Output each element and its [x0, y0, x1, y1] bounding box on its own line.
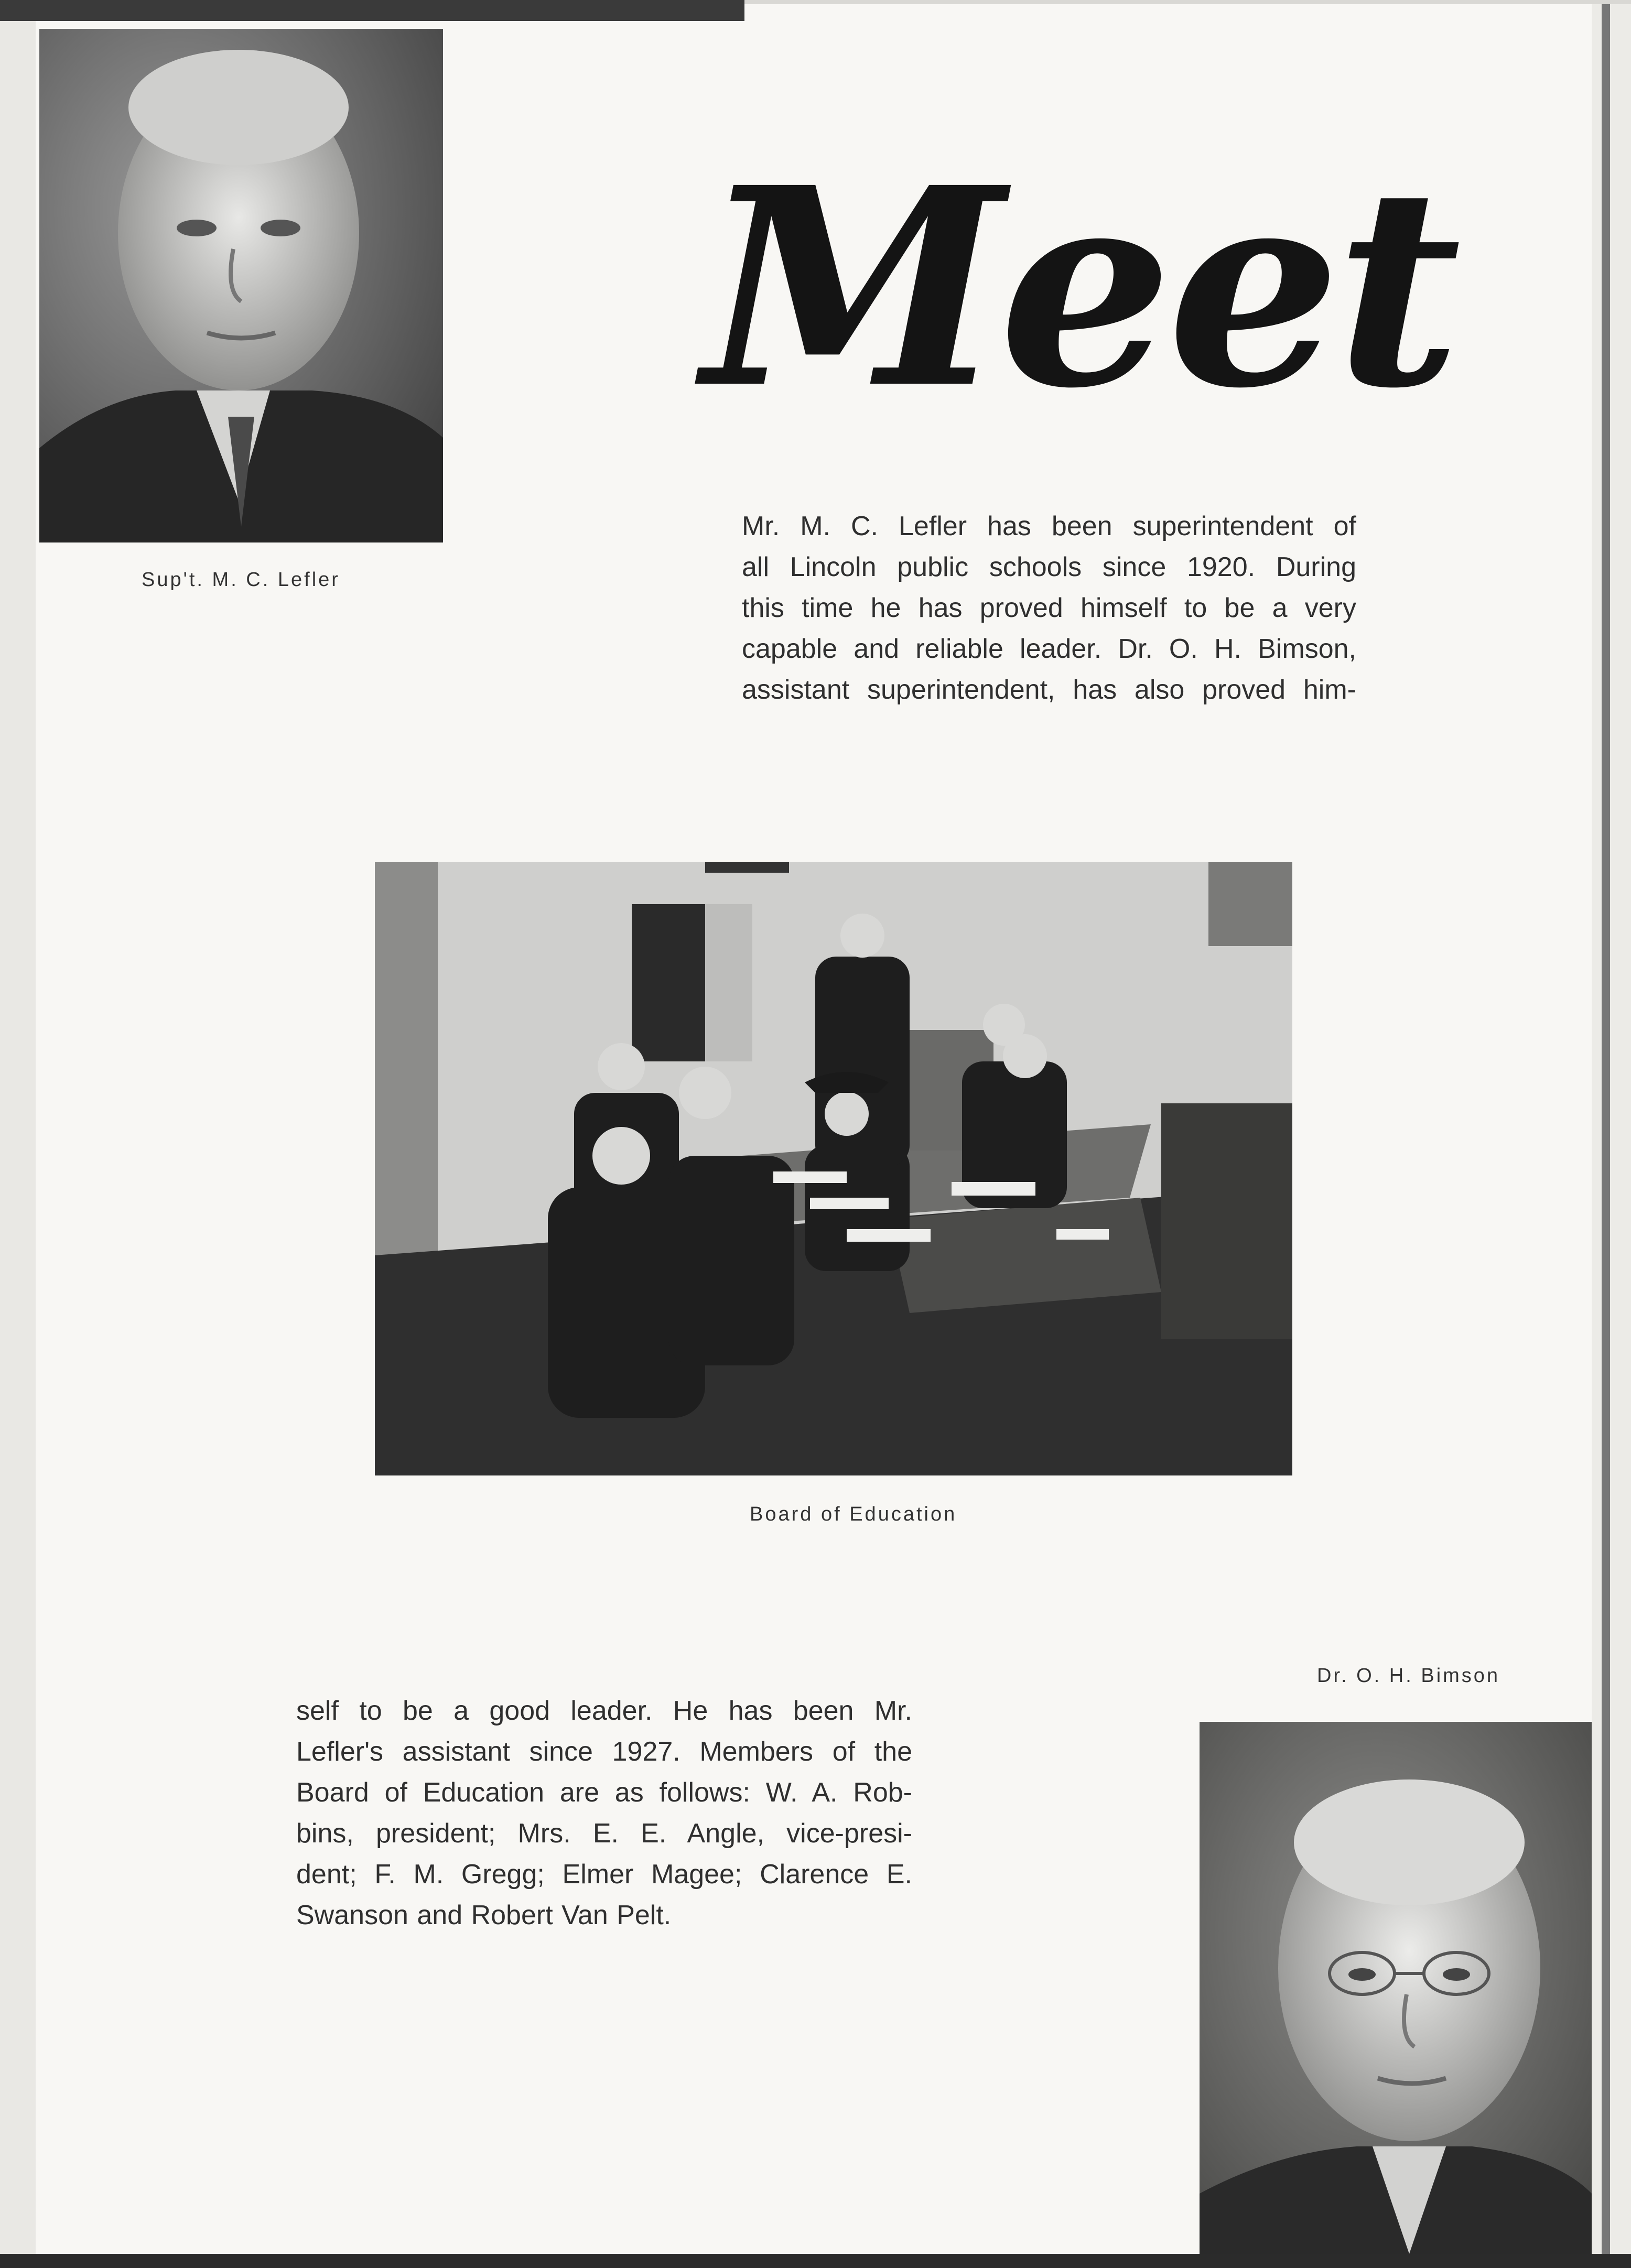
- intro-paragraph: [742, 506, 1356, 710]
- intro-line: assistant superintendent, has also proved him-: [742, 675, 1356, 705]
- members-line: Board of Education are as follows: W. A. Rob-: [296, 1777, 912, 1808]
- lefler-caption: Sup't. M. C. Lefler: [142, 569, 340, 591]
- page-top-edge: [0, 0, 744, 21]
- page-title: Meet: [703, 128, 1456, 448]
- intro-line: capable and reliable leader. Dr. O. H. Bimson,: [742, 634, 1356, 664]
- page-top-edge-light: [744, 0, 1631, 4]
- board-caption: Board of Education: [750, 1503, 957, 1525]
- page-bottom-edge: [0, 2254, 1631, 2268]
- bimson-caption: Dr. O. H. Bimson: [1317, 1665, 1500, 1687]
- intro-line: this time he has proved himself to be a very: [742, 593, 1356, 623]
- members-line: Lefler's assistant since 1927. Members of the: [296, 1737, 912, 1767]
- members-line: dent; F. M. Gregg; Elmer Magee; Clarence E.: [296, 1859, 912, 1890]
- intro-line: Mr. M. C. Lefler has been superintendent of: [742, 511, 1356, 541]
- lefler-portrait-photo: [39, 29, 443, 542]
- members-line: Swanson and Robert Van Pelt.: [296, 1900, 672, 1930]
- page-right-edge: [1592, 0, 1631, 2268]
- intro-line: all Lincoln public schools since 1920. During: [742, 552, 1356, 582]
- members-line: bins, president; Mrs. E. E. Angle, vice-presi-: [296, 1818, 912, 1849]
- board-of-education-photo: [375, 862, 1292, 1475]
- members-line: self to be a good leader. He has been Mr.: [296, 1696, 912, 1726]
- page-binding-line: [1602, 0, 1610, 2268]
- page-left-edge: [0, 0, 36, 2268]
- members-paragraph: [296, 1690, 912, 1936]
- bimson-portrait-photo: [1200, 1722, 1592, 2254]
